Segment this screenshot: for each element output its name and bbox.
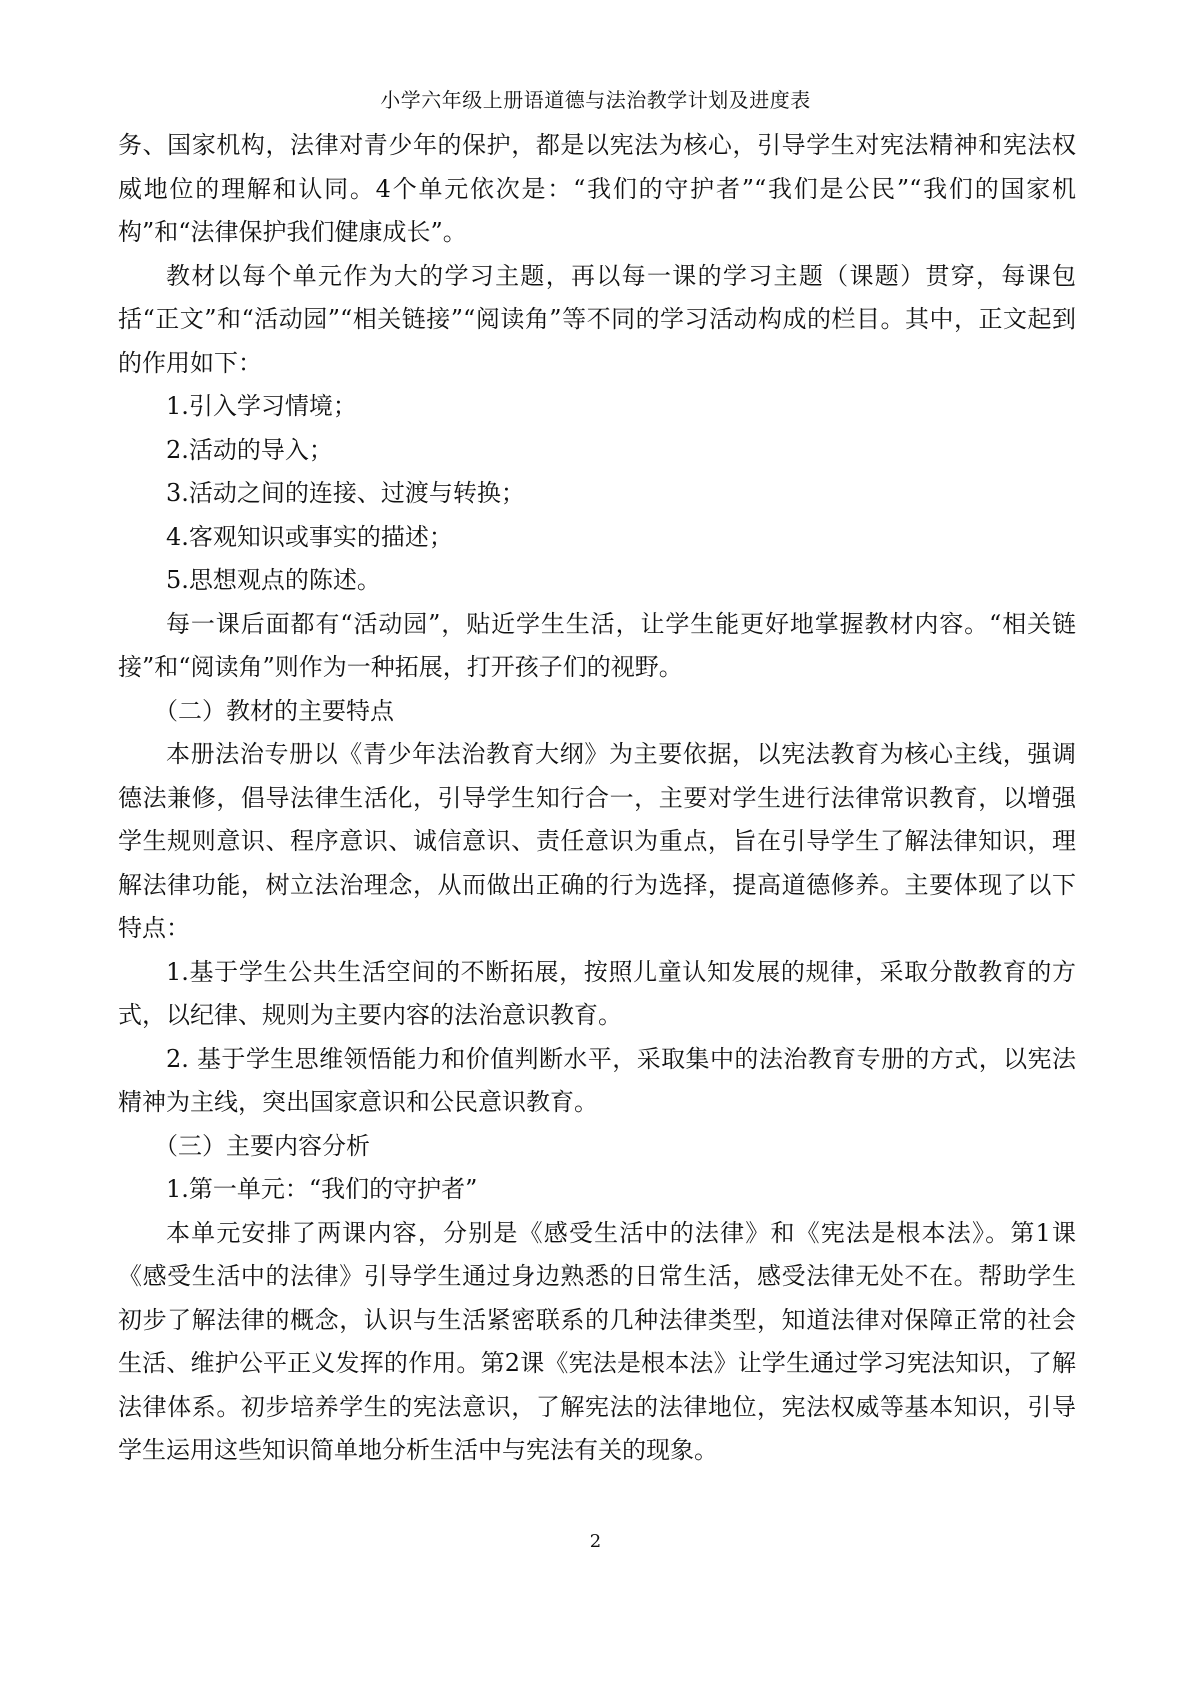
list-item: 2.活动的导入；: [166, 435, 333, 464]
list-item: 4.客观知识或事实的描述；: [166, 522, 453, 551]
body-text: [118, 124, 1076, 1473]
list-item: 1.引入学习情境；: [166, 392, 357, 420]
paragraph-unit-one: 本单元安排了两课内容，分别是《感受生活中的法律》和《宪法是根本法》。第1课《感受生活中的法律》引导学生通过身边熟悉的日常生活，感受法律无处不在。帮助学生初步了解法律的概念，认识与生活紧密联系的几种法律类型，知道法律对保障正常的社会生活、维护公平正义发挥的作用。第2课《宪法是根本法》让学生通过学习宪法知识，了解法律体系。初步培养学生的宪法意识，了解宪法的法律地位，宪法权威等基本知识，引导学生运用这些知识简单地分析生活中与宪法有关的现象。: [118, 1218, 1076, 1464]
list-item: 2. 基于学生思维领悟能力和价值判断水平，采取集中的法治教育专册的方式，以宪法精神为主线，突出国家意识和公民意识教育。: [118, 1044, 1076, 1116]
unit-heading: 1.第一单元：“我们的守护者”: [166, 1175, 478, 1203]
list-item: 5.思想观点的陈述。: [166, 566, 381, 594]
paragraph-textbook-structure: 教材以每个单元作为大的学习主题，再以每一课的学习主题（课题）贯穿，每课包括“正文”和“活动园”“相关链接”“阅读角”等不同的学习活动构成的栏目。其中，正文起到的作用如下：: [118, 261, 1076, 377]
paragraph-continued: 务、国家机构，法律对青少年的保护，都是以宪法为核心，引导学生对宪法精神和宪法权威地位的理解和认同。4个单元依次是：“我们的守护者”“我们是公民”“我们的国家机构”和“法律保护我们健康成长”。: [118, 131, 1076, 246]
paragraph-main-features: 本册法治专册以《青少年法治教育大纲》为主要依据，以宪法教育为核心主线，强调德法兼修，倡导法律生活化，引导学生知行合一，主要对学生进行法律常识教育，以增强学生规则意识、程序意识、诚信意识、责任意识为重点，旨在引导学生了解法律知识，理解法律功能，树立法治理念，从而做出正确的行为选择，提高道德修养。主要体现了以下特点：: [118, 740, 1076, 942]
list-item: 1.基于学生公共生活空间的不断拓展，按照儿童认知发展的规律，采取分散教育的方式，以纪律、规则为主要内容的法治意识教育。: [118, 957, 1076, 1029]
section-heading: （二）教材的主要特点: [154, 696, 394, 725]
running-header: 小学六年级上册语道德与法治教学计划及进度表: [380, 88, 811, 112]
page-number: 2: [589, 1531, 602, 1552]
list-item: 3.活动之间的连接、过渡与转换；: [166, 479, 525, 507]
section-heading: （三）主要内容分析: [154, 1131, 370, 1160]
paragraph-activity-garden: 每一课后面都有“活动园”，贴近学生生活，让学生能更好地掌握教材内容。“相关链接”和“阅读角”则作为一种拓展，打开孩子们的视野。: [118, 609, 1076, 681]
